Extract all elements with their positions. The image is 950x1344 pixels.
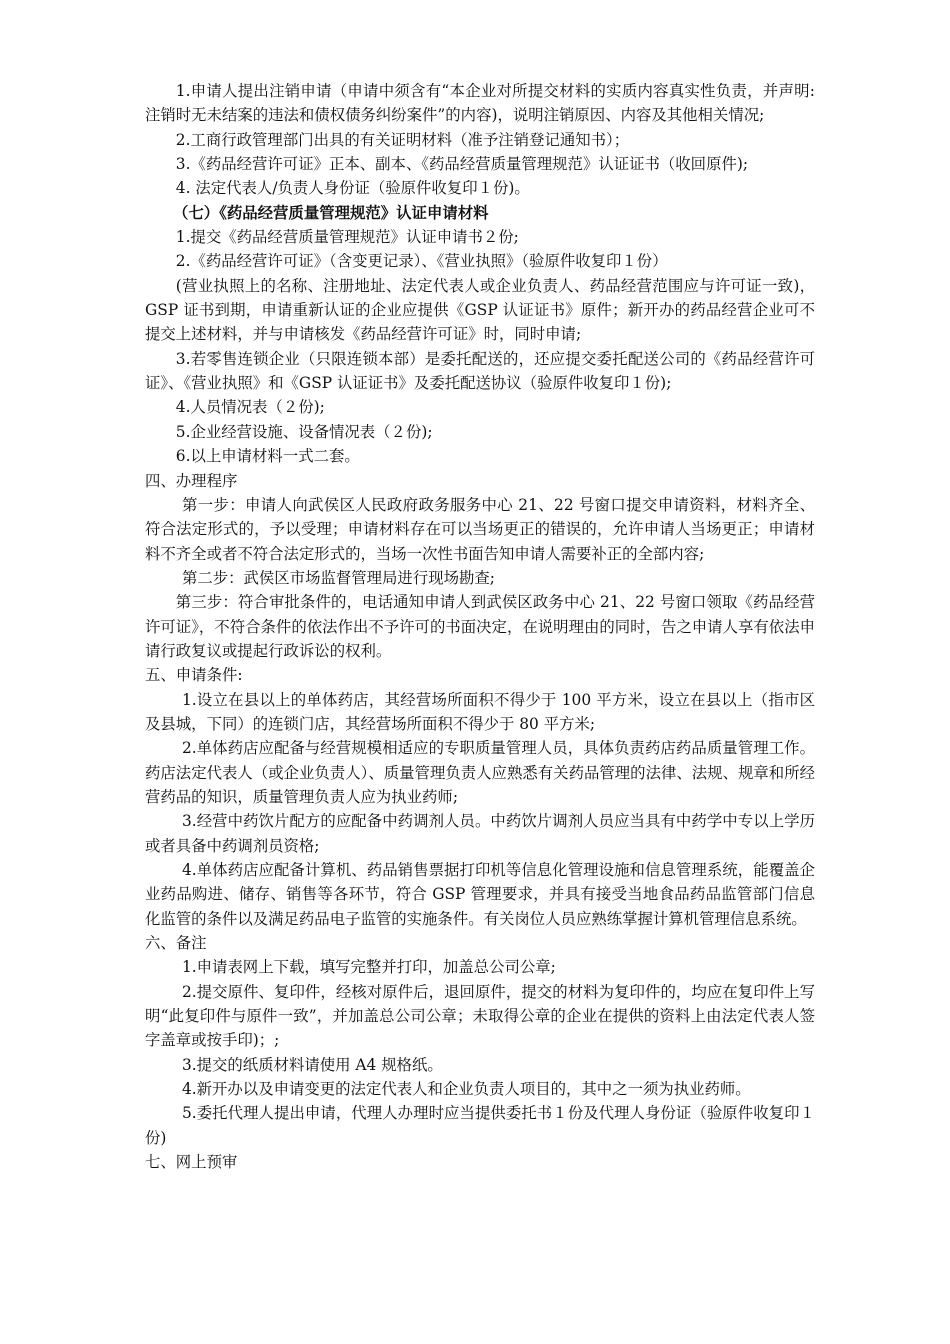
paragraph-chain-delivery: 3.若零售连锁企业（只限连锁本部）是委托配送的，还应提交委托配送公司的《药品经营许可证》、《营业执照》和《GSP 认证证书》及委托配送协议（验原件收复印１份); [145,349,815,393]
paragraph-facilities-table: 5.企业经营设施、设备情况表（２份); [175,422,433,441]
paragraph-step-three: 第三步：符合审批条件的，电话通知申请人到武侯区政务中心 21、22 号窗口领取《药品经营许可证》，不符合条件的依法作出不予许可的书面决定，在说明理由的同时，告之申请人享有依法申请行政复议或提起行政诉讼的权利。 [145,593,815,660]
paragraph-step-one: 第一步：申请人向武侯区人民政府政务服务中心 21、22 号窗口提交申请资料，材料齐全、符合法定形式的，予以受理；申请材料存在可以当场更正的错误的，允许申请人当场更正；申请材料不齐全或者不符合法定形式的，当场一次性书面告知申请人需要补正的全部内容; [145,495,815,563]
paragraph-cancel-application: 1.申请人提出注销申请（申请中须含有“本企业对所提交材料的实质内容真实性负责，并声明:注销时无未结案的违法和债权债务纠纷案件”的内容)，说明注销原因、内容及其他相关情况; [145,82,815,125]
paragraph-business-proof: 2.工商行政管理部门出具的有关证明材料（准予注销登记通知书）； [175,130,630,149]
paragraph-staff-table: 4.人员情况表（２份); [175,398,325,417]
section-heading-procedure: 四、办理程序 [145,471,238,490]
paragraph-license-original: 3.《药品经营许可证》正本、副本、《药品经营质量管理规范》认证证书（收回原件); [175,155,749,174]
paragraph-form-download: 1.申请表网上下载，填写完整并打印，加盖总公司公章; [181,958,556,977]
section-heading-gsp: （七）《药品经营质量管理规范》认证申请材料 [173,203,489,222]
document-body [145,79,815,1174]
section-heading-conditions: 五、申请条件: [145,666,243,685]
paragraph-two-sets: 6.以上申请材料一式二套。 [175,447,360,466]
section-heading-online-review: 七、网上预审 [145,1153,238,1172]
paragraph-herbal-staff: 3.经营中药饮片配方的应配备中药调剂人员。中药饮片调剂人员应当具有中药学中专以上学历或者具备中药调剂员资格; [145,812,815,855]
paragraph-id-card: 4. 法定代表人/负责人身份证（验原件收复印１份)。 [175,179,530,198]
paragraph-license-records: 2.《药品经营许可证》（含变更记录）、《营业执照》（验原件收复印１份） [175,252,668,271]
paragraph-pharmacist: 4.新开办以及申请变更的法定代表人和企业负责人项目的，其中之一须为执业药师。 [181,1080,751,1099]
paragraph-a4-paper: 3.提交的纸质材料请使用 A4 规格纸。 [181,1055,443,1074]
paragraph-agent: 5.委托代理人提出申请，代理人办理时应当提供委托书１份及代理人身份证（验原件收复印１份) [145,1104,815,1147]
paragraph-license-consistency: (营业执照上的名称、注册地址、法定代表人或企业负责人、药品经营范围应与许可证一致)，GSP 证书到期，申请重新认证的企业应提供《GSP 认证证书》原件；新开办的药品经营企业可不提交上述材料，并与申请核发《药品经营许可证》时，同时申请; [145,276,815,344]
paragraph-copies: 2.提交原件、复印件，经核对原件后，退回原件，提交的材料为复印件的，均应在复印件上写明“此复印件与原件一致”，并加盖总公司公章；未取得公章的企业在提供的资料上由法定代表人签字盖章或按手印)；; [145,982,815,1050]
paragraph-quality-staff: 2.单体药店应配备与经营规模相适应的专职质量管理人员，具体负责药店药品质量管理工作。药店法定代表人（或企业负责人）、质量管理负责人应熟悉有关药品管理的法律、法规、规章和所经营药品的知识，质量管理负责人应为执业药师; [145,739,815,806]
paragraph-it-system: 4.单体药店应配备计算机、药品销售票据打印机等信息化管理设施和信息管理系统，能覆盖企业药品购进、储存、销售等各环节，符合 GSP 管理要求，并具有接受当地食品药品监管部门信息化监管的条件以及满足药品电子监管的实施条件。有关岗位人员应熟练掌握计算机管理信息系统。 [145,861,815,928]
section-heading-notes: 六、备注 [145,934,207,953]
paragraph-gsp-application: 1.提交《药品经营质量管理规范》认证申请书２份; [175,228,519,247]
paragraph-step-two: 第二步：武侯区市场监督管理局进行现场勘查; [181,568,495,587]
paragraph-area-requirement: 1.设立在县以上的单体药店，其经营场所面积不得少于 100 平方米，设立在县以上（指市区及县城，下同）的连锁门店，其经营场所面积不得少于 80 平方米; [145,690,815,733]
